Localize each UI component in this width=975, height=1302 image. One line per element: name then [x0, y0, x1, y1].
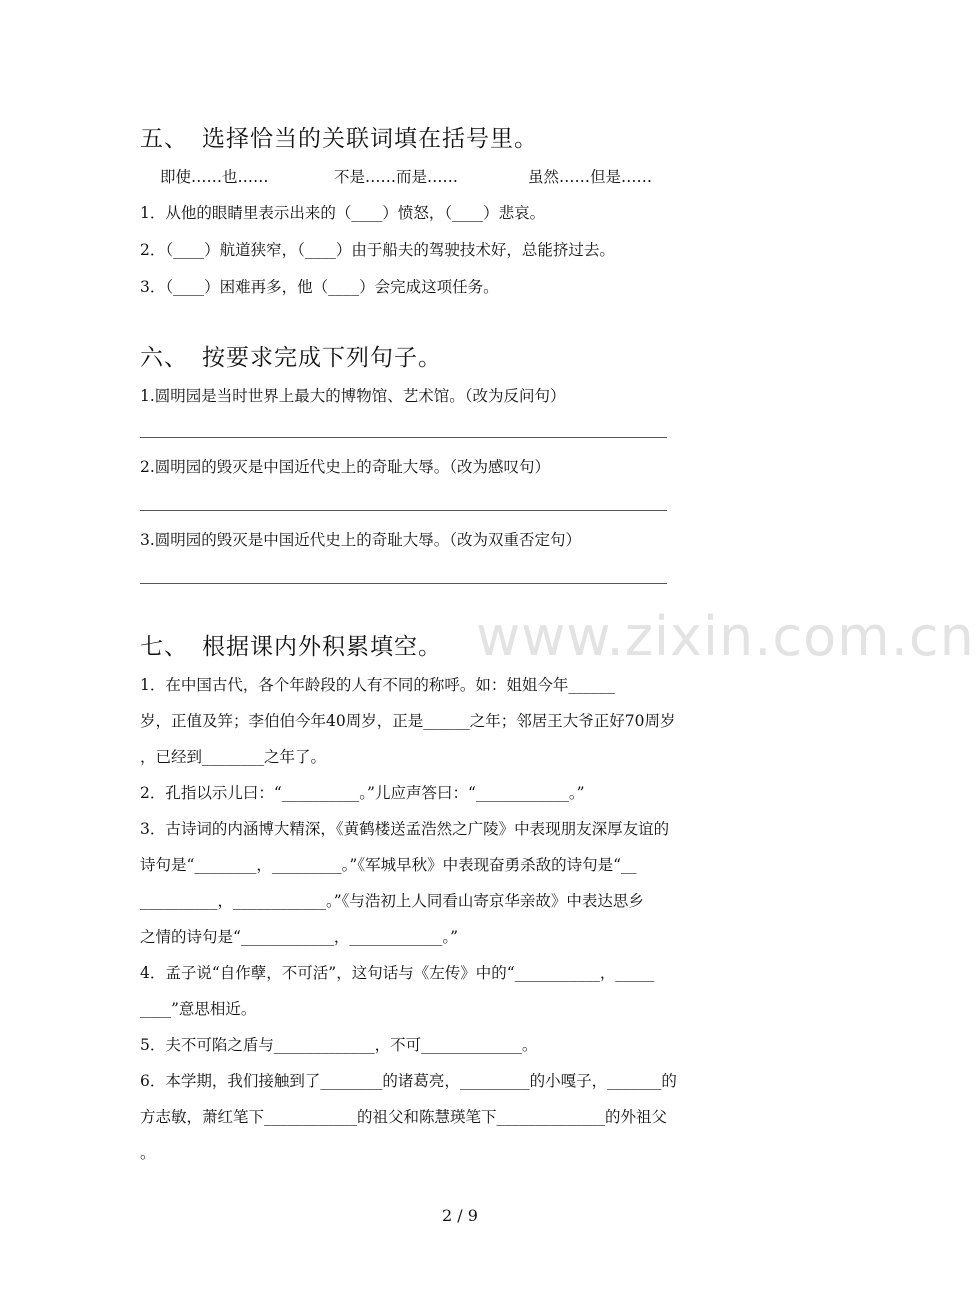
section-7-line-5: 3．古诗词的内涵博大精深，《黄鹤楼送孟浩然之广陵》中表现朋友深厚友谊的 — [140, 820, 670, 838]
section-7-line-9: 4．孟子说“自作孽，不可活”，这句话与《左传》中的“___________，_____ — [140, 964, 655, 982]
option-1: 即使……也…… — [160, 168, 269, 186]
section-6-heading — [140, 339, 442, 372]
section-6-item-2: 2.圆明园的毁灭是中国近代史上的奇耻大辱。（改为感叹句） — [140, 458, 551, 476]
section-7-line-4: 2．孔指以示儿曰：“__________。”儿应声答曰：“____________。” — [140, 784, 585, 802]
section-7-line-13: 方志敏，萧红笔下____________的祖父和陈慧瑛笔下______________的外祖父 — [140, 1108, 668, 1126]
section-5-heading — [140, 120, 538, 153]
answer-line-2[interactable] — [140, 510, 667, 511]
conjunction-options — [160, 166, 652, 188]
section-7-line-6: 诗句是“________，_________。”《军城早秋》中表现奋勇杀敌的诗句是“__ — [140, 856, 637, 874]
section-7-line-11: 5．夫不可陷之盾与_____________，不可_____________。 — [140, 1036, 538, 1054]
section-7-heading — [140, 628, 442, 661]
section-5-item-2: 2．（____）航道狭窄，（____）由于船夫的驾驶技术好，总能挤过去。 — [140, 241, 615, 259]
section-7-title: 根据课内外积累填空。 — [202, 634, 442, 660]
section-5-item-3: 3．（____）困难再多，他（____）会完成这项任务。 — [140, 278, 499, 296]
option-3: 虽然……但是…… — [528, 168, 653, 186]
section-6-item-1: 1.圆明园是当时世界上最大的博物馆、艺术馆。（改为反问句） — [140, 387, 566, 405]
answer-line-3[interactable] — [140, 583, 667, 584]
section-6-number: 六、 — [140, 345, 188, 371]
page-number: 2 / 9 — [442, 1206, 478, 1225]
section-7-line-3: ，已经到________之年了。 — [140, 748, 327, 766]
section-6-item-3: 3.圆明园的毁灭是中国近代史上的奇耻大辱。（改为双重否定句） — [140, 531, 582, 549]
watermark: www.zixin.com.cn — [476, 605, 975, 668]
answer-line-1[interactable] — [140, 437, 667, 438]
section-6-title: 按要求完成下列句子。 — [202, 345, 442, 371]
section-7-number: 七、 — [140, 634, 188, 660]
section-5-item-1: 1．从他的眼睛里表示出来的（____）愤怒，（____）悲哀。 — [140, 204, 546, 222]
section-7-line-10: ____”意思相近。 — [140, 1000, 257, 1018]
section-7-line-8: 之情的诗句是“____________，____________。” — [140, 928, 459, 946]
section-5-title: 选择恰当的关联词填在括号里。 — [202, 126, 538, 152]
section-7-line-1: 1．在中国古代，各个年龄段的人有不同的称呼。如：姐姐今年______ — [140, 676, 615, 694]
section-5-number: 五、 — [140, 126, 188, 152]
section-7-line-2: 岁，正值及笄；李伯伯今年40周岁，正是______之年；邻居王大爷正好70周岁 — [140, 712, 676, 730]
section-7-line-7: __________，____________。”《与浩初上人同看山寄京华亲故》中表达思乡 — [140, 892, 644, 910]
section-7-line-14: 。 — [140, 1144, 156, 1162]
option-2: 不是……而是…… — [334, 168, 459, 186]
section-7-line-12: 6．本学期，我们接触到了________的诸葛亮，_________的小嘎子，_______的 — [140, 1072, 677, 1090]
